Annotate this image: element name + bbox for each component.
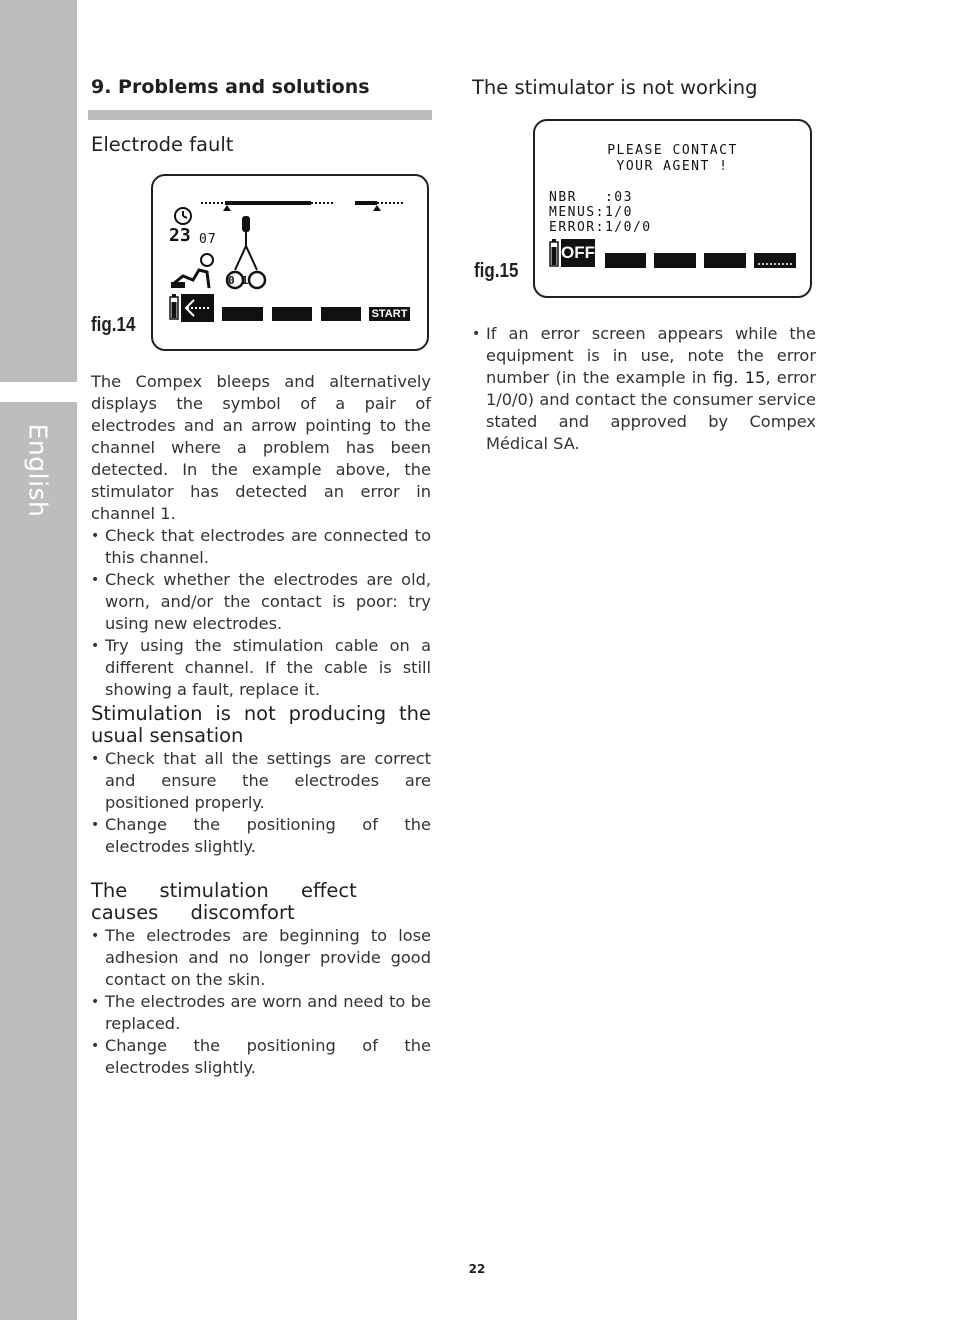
electrode-fault-list <box>91 525 431 701</box>
sidebar-tab-bottom <box>0 402 77 1320</box>
discomfort-heading: The stimulation effect causes discomfort <box>91 879 357 924</box>
channel-1-bar <box>605 253 646 268</box>
channel-2-bar <box>272 307 312 321</box>
error-message-line-1: PLEASE CONTACT <box>607 143 738 158</box>
arrow-left-icon <box>181 294 214 322</box>
list-item: • Change the positioning of the electrodes slightly. <box>91 814 431 858</box>
electrode-fault-intro: The Compex bleeps and alternatively displays the symbol of a pair of electrodes and an arrow pointing to the channel where a problem has been detected. In the example above, the stimulator has detected an error in channel 1. <box>91 372 431 523</box>
timer-seconds: 07 <box>199 232 217 247</box>
discomfort-list <box>91 925 431 1079</box>
list-item: • The electrodes are worn and need to be replaced. <box>91 991 431 1035</box>
list-item: • Check whether the electrodes are old, worn, and/or the contact is poor: try using new electrodes. <box>91 569 431 635</box>
athlete-icon <box>169 252 217 292</box>
language-label: English <box>23 423 53 517</box>
electrode-channel-label: 01 <box>228 274 256 287</box>
battery-icon <box>169 294 179 320</box>
not-working-heading: The stimulator is not working <box>472 76 758 99</box>
timer-minutes: 23 <box>169 225 191 246</box>
page-number: 22 <box>468 1262 486 1276</box>
list-item: • The electrodes are beginning to lose adhesion and no longer provide good contact on the skin. <box>91 925 431 991</box>
channel-4-bar <box>754 253 796 268</box>
error-nbr: NBR :03 <box>549 190 633 205</box>
fig14-label: fig.14 <box>91 314 136 336</box>
error-code: ERROR:1/0/0 <box>549 220 652 235</box>
section-title: 9. Problems and solutions <box>91 76 370 98</box>
channel-2-bar <box>654 253 696 268</box>
sidebar-tab-top <box>0 0 77 382</box>
start-key: START <box>369 307 410 321</box>
clock-icon <box>172 205 194 227</box>
list-item: • Try using the stimulation cable on a different channel. If the cable is still showing a fault, replace it. <box>91 635 431 701</box>
dotted-line-icon <box>754 253 796 268</box>
channel-3-bar <box>704 253 746 268</box>
electrode-fault-body <box>91 371 431 701</box>
no-sensation-list <box>91 748 431 858</box>
list-item: • Change the positioning of the electrodes slightly. <box>91 1035 431 1079</box>
not-working-body <box>472 323 816 455</box>
title-underline-bar <box>88 110 432 120</box>
fig15-label: fig.15 <box>474 260 519 282</box>
no-sensation-heading: Stimulation is not producing the usual sensation <box>91 702 431 747</box>
battery-icon <box>549 239 559 267</box>
fig15-lcd-screen <box>533 119 812 298</box>
not-working-list <box>472 323 816 455</box>
error-menus: MENUS:1/0 <box>549 205 633 220</box>
off-key: OFF <box>561 239 595 267</box>
electrode-fault-heading: Electrode fault <box>91 133 234 156</box>
fig15-reference: fig. 15 <box>712 368 766 387</box>
no-sensation-body <box>91 748 431 858</box>
fig14-lcd-screen <box>151 174 429 351</box>
list-item: • Check that all the settings are correct and ensure the electrodes are positioned properly. <box>91 748 431 814</box>
discomfort-body <box>91 925 431 1079</box>
channel-1-bar <box>222 307 263 321</box>
error-message-line-2: YOUR AGENT ! <box>616 159 729 174</box>
channel-3-bar <box>321 307 361 321</box>
channel-arrow-box <box>181 294 214 322</box>
list-item: • If an error screen appears while the equipment is in use, note the error number (in the example in fig. 15, error 1/0/0) and contact the consumer service stated and approved by Compex Médical SA. <box>472 323 816 455</box>
list-item: • Check that electrodes are connected to this channel. <box>91 525 431 569</box>
